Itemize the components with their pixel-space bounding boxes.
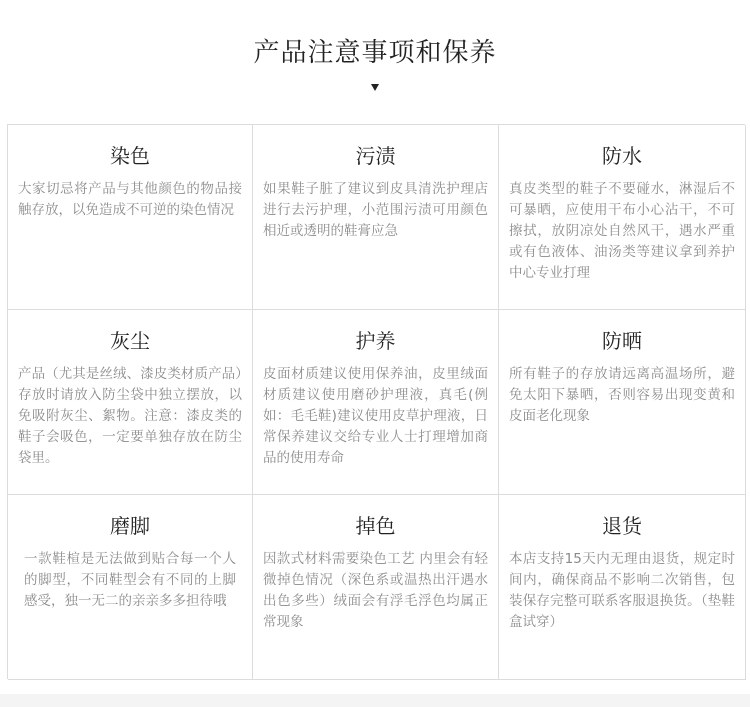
page-title: 产品注意事项和保养 xyxy=(253,38,497,68)
care-note-text: 所有鞋子的存放请远离高温场所，避免太阳下暴晒，否则容易出现变黄和皮面老化现象 xyxy=(509,366,735,424)
care-note-text: 因款式材料需要染色工艺 内里会有轻微掉色情况（深色系或温热出汗遇水出色多些）绒面会有浮毛浮色均属正常现象 xyxy=(263,551,488,630)
care-note-stains xyxy=(253,125,499,310)
care-note-text: 大家切忌将产品与其他颜色的物品接触存放，以免造成不可逆的染色情况 xyxy=(18,181,242,218)
care-note-sun-protection xyxy=(499,310,746,495)
care-note-title: 磨脚 xyxy=(110,514,150,538)
care-note-title: 污渍 xyxy=(355,144,396,168)
care-note-fit xyxy=(8,495,253,680)
care-note-title: 护养 xyxy=(355,329,396,353)
care-note-maintenance xyxy=(253,310,499,495)
care-note-title: 防水 xyxy=(602,144,642,168)
care-note-dyeing xyxy=(8,125,253,310)
care-note-title: 灰尘 xyxy=(110,329,150,353)
care-note-text: 一款鞋楦是无法做到贴合每一个人的脚型，不同鞋型会有不同的上脚感受，独一无二的亲亲多多担待哦 xyxy=(24,551,236,609)
care-note-title: 退货 xyxy=(602,514,642,538)
care-note-title: 掉色 xyxy=(355,514,396,538)
care-note-text: 如果鞋子脏了建议到皮具清洗护理店进行去污护理，小范围污渍可用颜色相近或透明的鞋膏应急 xyxy=(263,181,488,239)
care-note-returns xyxy=(499,495,746,680)
care-note-text: 真皮类型的鞋子不要碰水，淋湿后不可暴晒，应使用干布小心沾干，不可擦拭，放阴凉处自然风干，遇水严重或有色液体、油汤类等建议拿到养护中心专业打理 xyxy=(509,181,735,281)
footer-band xyxy=(0,694,750,707)
care-note-dust xyxy=(8,310,253,495)
down-arrow-icon xyxy=(371,84,379,91)
care-note-text: 本店支持15天内无理由退货，规定时间内，确保商品不影响二次销售，包装保存完整可联系客服退换货。（垫鞋盒试穿） xyxy=(509,551,735,630)
care-note-title: 染色 xyxy=(110,144,150,168)
care-note-title: 防晒 xyxy=(602,329,642,353)
care-note-text: 产品（尤其是丝绒、漆皮类材质产品）存放时请放入防尘袋中独立摆放，以免吸附灰尘、絮物。注意：漆皮类的鞋子会吸色，一定要单独存放在防尘袋里。 xyxy=(18,366,242,466)
care-notes-grid xyxy=(7,124,745,679)
care-note-waterproof xyxy=(499,125,746,310)
care-note-color-fading xyxy=(253,495,499,680)
care-note-text: 皮面材质建议使用保养油，皮里绒面材质建议使用磨砂护理液，真毛(例如：毛毛鞋)建议使用皮草护理液，日常保养建议交给专业人士打理增加商品的使用寿命 xyxy=(263,366,488,466)
